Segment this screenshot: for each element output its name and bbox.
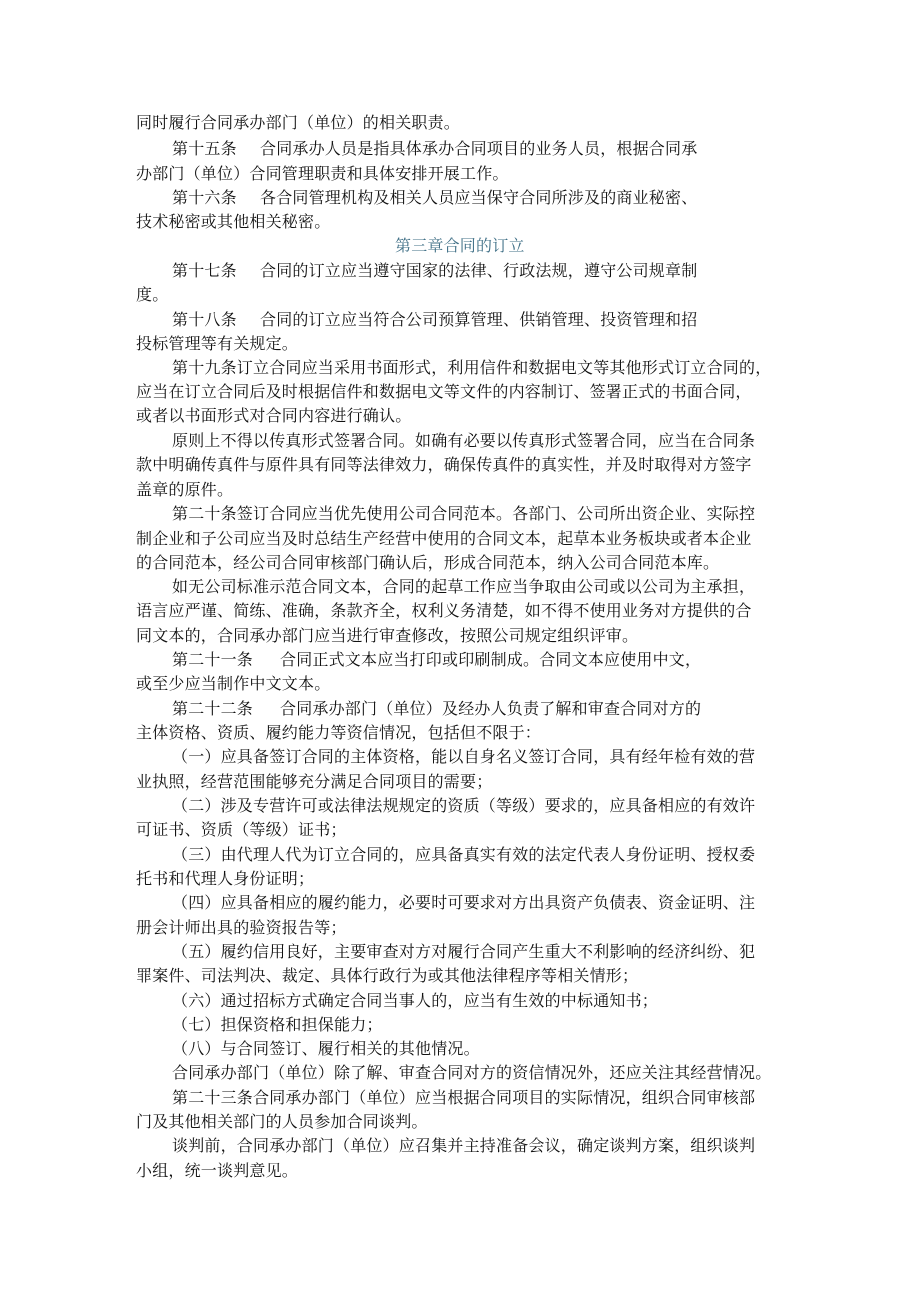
fax-paragraph-line-1: 原则上不得以传真形式签署合同。如确有必要以传真形式签署合同，应当在合同条 [172,431,756,450]
article-22-line-1: 第二十二条 合同承办部门（单位）及经办人负责了解和审查合同对方的 [172,697,701,721]
article-18-line-2: 投标管理等有关规定。 [136,334,299,353]
item-2-line-2: 可证书、资质（等级）证书； [136,820,347,839]
article-19-line-2: 应当在订立合同后及时根据信件和数据电文等文件的内容制订、签署正式的书面合同， [136,382,752,401]
chapter-3-heading: 第三章合同的订立 [395,236,525,255]
paragraph-line: 同时履行合同承办部门（单位）的相关职责。 [136,113,461,132]
no-template-paragraph-line-2: 语言应严谨、简练、准确，条款齐全，权利义务清楚，如不得不使用业务对方提供的合 [136,601,752,620]
article-15-line-1: 第十五条 合同承办人员是指具体承办合同项目的业务人员，根据合同承 [172,137,697,161]
article-15-number: 第十五条 [172,139,237,158]
item-7: （七）担保资格和担保能力； [172,1015,383,1034]
article-17-line-1: 第十七条 合同的订立应当遵守国家的法律、行政法规，遵守公司规章制 [172,259,697,283]
item-2-line-1: （二）涉及专营许可或法律法规规定的资质（等级）要求的，应具备相应的有效许 [172,796,756,815]
item-8: （八）与合同签订、履行相关的其他情况。 [172,1039,480,1058]
item-1-line-1: （一）应具备签订合同的主体资格，能以自身名义签订合同，具有经年检有效的营 [172,747,756,766]
article-18-number: 第十八条 [172,310,237,329]
article-18-line-1: 第十八条 合同的订立应当符合公司预算管理、供销管理、投资管理和招 [172,308,697,332]
article-23-line-2: 门及其他相关部门的人员参加合同谈判。 [136,1112,428,1131]
article-21-number: 第二十一条 [172,650,254,669]
article-22-number: 第二十二条 [172,699,254,718]
negotiation-paragraph-line-2: 小组，统一谈判意见。 [136,1161,299,1180]
article-16-number: 第十六条 [172,188,237,207]
article-21-line-2: 或至少应当制作中文文本。 [136,674,331,693]
article-16-line-2: 技术秘密或其他相关秘密。 [136,212,331,231]
article-16-line-1: 第十六条 各合同管理机构及相关人员应当保守合同所涉及的商业秘密、 [172,186,697,210]
article-20-line-1: 第二十条签订合同应当优先使用公司合同范本。各部门、公司所出资企业、实际控 [172,504,756,523]
no-template-paragraph-line-3: 同文本的，合同承办部门应当进行审查修改，按照公司规定组织评审。 [136,626,639,645]
item-5-line-2: 罪案件、司法判决、裁定、具体行政行为或其他法律程序等相关情形； [136,966,639,985]
article-15-line-2: 办部门（单位）合同管理职责和具体安排开展工作。 [136,164,509,183]
item-4-line-2: 册会计师出具的验资报告等； [136,918,347,937]
item-6: （六）通过招标方式确定合同当事人的，应当有生效的中标通知书； [172,991,659,1010]
article-23-line-1: 第二十三条合同承办部门（单位）应当根据合同项目的实际情况，组织合同审核部 [172,1088,756,1107]
no-template-paragraph-line-1: 如无公司标准示范合同文本，合同的起草工作应当争取由公司或以公司为主承担， [172,577,756,596]
article-17-number: 第十七条 [172,261,237,280]
article-20-line-3: 的合同范本，经公司合同审核部门确认后，形成合同范本，纳入公司合同范本库。 [136,553,720,572]
article-17-line-2: 度。 [136,285,169,304]
fax-paragraph-line-2: 款中明确传真件与原件具有同等法律效力，确保传真件的真实性，并及时取得对方签字 [136,455,752,474]
item-3-line-2: 托书和代理人身份证明； [136,869,315,888]
article-19-line-1: 第十九条订立合同应当采用书面形式，利用信件和数据电文等其他形式订立合同的， [172,358,772,377]
fax-paragraph-line-3: 盖章的原件。 [136,480,234,499]
article-22-line-2: 主体资格、资质、履约能力等资信情况，包括但不限于： [136,723,542,742]
item-4-line-1: （四）应具备相应的履约能力，必要时可要求对方出具资产负债表、资金证明、注 [172,893,756,912]
business-paragraph: 合同承办部门（单位）除了解、审查合同对方的资信情况外，还应关注其经营情况。 [172,1063,772,1082]
item-5-line-1: （五）履约信用良好，主要审查对方对履行合同产生重大不利影响的经济纠纷、犯 [172,942,756,961]
negotiation-paragraph-line-1: 谈判前，合同承办部门（单位）应召集并主持准备会议，确定谈判方案，组织谈判 [172,1136,756,1155]
item-3-line-1: （三）由代理人代为订立合同的，应具备真实有效的法定代表人身份证明、授权委 [172,845,756,864]
article-20-line-2: 制企业和子公司应当及时总结生产经营中使用的合同文本，起草本业务板块或者本企业 [136,529,752,548]
article-21-line-1: 第二十一条 合同正式文本应当打印或印刷制成。合同文本应使用中文， [172,648,701,672]
item-1-line-2: 业执照，经营范围能够充分满足合同项目的需要； [136,772,493,791]
article-19-line-3: 或者以书面形式对合同内容进行确认。 [136,406,412,425]
